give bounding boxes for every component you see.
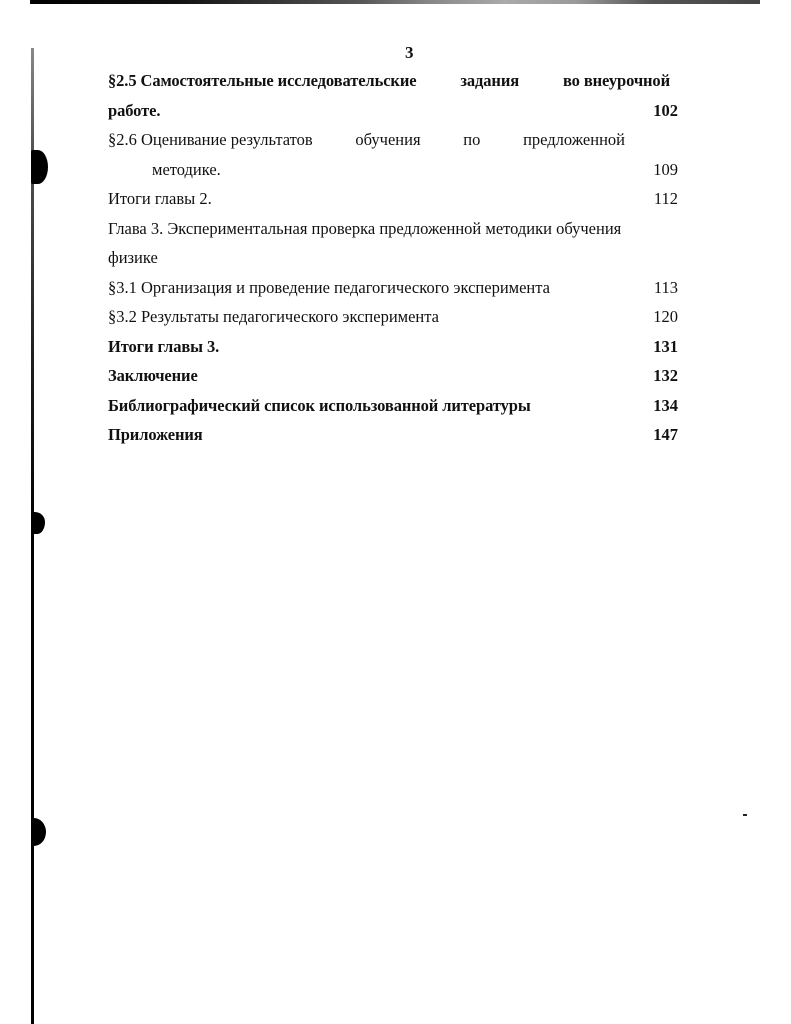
toc-chapter-title-cont: физике (108, 248, 158, 267)
toc-entry-3-1 (108, 273, 680, 303)
toc-entry-chapter-3-line1 (108, 214, 680, 244)
toc-word: по (463, 130, 481, 149)
toc-word: предложенной (523, 130, 625, 149)
toc-entry-title: §3.1 Организация и проведение педагогического эксперимента (108, 277, 550, 297)
toc-entry-page: 102 (653, 100, 678, 120)
toc-word: обучения (355, 130, 421, 149)
toc-entry-3-2 (108, 302, 680, 332)
toc-entry-title: §3.2 Результаты педагогического эксперимента (108, 307, 439, 326)
toc-entry-bibliography (108, 391, 680, 421)
toc-entry-page: 113 (653, 277, 678, 297)
toc-entry-title-cont: методике. (152, 159, 221, 179)
toc-word: во внеурочной (562, 71, 670, 90)
toc-entry-title-cont: работе. (108, 100, 161, 120)
toc-entry-title (108, 125, 625, 155)
toc-entry-page: 134 (653, 395, 678, 415)
toc-entry-2-5-line1 (108, 66, 680, 96)
scan-binding-edge (31, 48, 34, 1024)
toc-chapter-title: Глава 3. Экспериментальная проверка предложенной методики обучения (108, 218, 622, 238)
toc-entry-page: 131 (653, 336, 678, 356)
toc-entry-title: Библиографический список использованной литературы (108, 395, 531, 415)
toc-word: §2.6 Оценивание результатов (108, 130, 313, 149)
toc-entry-appendices (108, 420, 680, 450)
toc-entry-page: 120 (653, 307, 678, 326)
toc-entry-title (108, 66, 670, 96)
toc-entry-title: Итоги главы 3. (108, 336, 220, 356)
scan-speck (743, 814, 747, 816)
toc-entry-2-6-line1 (108, 125, 680, 155)
toc-entry-page: 112 (653, 189, 678, 208)
binding-hole-mark (31, 150, 48, 184)
toc-entry-page: 109 (653, 159, 678, 179)
toc-entry-title: Заключение (108, 366, 198, 385)
binding-hole-mark (31, 818, 46, 846)
toc-entry-2-5-line2 (108, 96, 680, 126)
toc-entry-2-6-line2 (108, 155, 680, 185)
toc-entry-title: Итоги главы 2. (108, 189, 212, 208)
toc-entry-page: 147 (653, 425, 678, 444)
toc-entry-conclusion (108, 361, 680, 391)
scan-top-edge (30, 0, 760, 4)
toc-word: §2.5 Самостоятельные исследовательские (108, 71, 417, 90)
table-of-contents (108, 66, 680, 450)
toc-entry-summary-ch3 (108, 332, 680, 362)
toc-entry-page: 132 (653, 366, 678, 385)
toc-word: задания (460, 71, 520, 90)
binding-hole-mark (31, 512, 45, 534)
page-number: 3 (405, 43, 414, 62)
toc-entry-summary-ch2 (108, 184, 680, 214)
toc-entry-title: Приложения (108, 425, 203, 444)
toc-entry-chapter-3-line2 (108, 243, 680, 273)
